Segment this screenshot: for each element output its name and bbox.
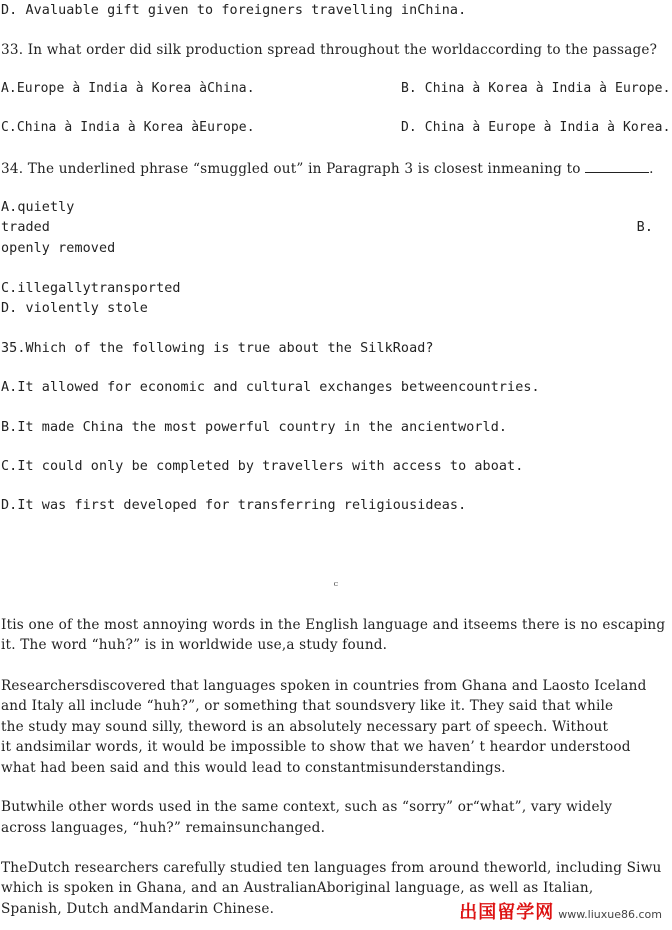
q34-option-b-text: openly removed (1, 241, 116, 256)
paragraph-2-line-3: the study may sound silly, theword is an absolutely necessary part of speech. Without (1, 719, 609, 735)
q34-option-c: C.illegallytransported (1, 281, 181, 296)
q34-stem-end: . (649, 161, 654, 177)
paragraph-1-line-2: it. The word “huh?” is in worldwide use,a study found. (1, 637, 388, 653)
q35-option-a: A.It allowed for economic and cultural exchanges betweencountries. (1, 380, 540, 395)
q35-option-d: D.It was first developed for transferring religiousideas. (1, 498, 467, 513)
paragraph-4-line-3: Spanish, Dutch andMandarin Chinese. (1, 901, 275, 917)
watermark-url: www.liuxue86.com (558, 908, 662, 921)
q34-option-d: D. violently stole (1, 301, 148, 316)
q33-options-row-1 (1, 79, 671, 99)
paragraph-2-line-4: it andsimilar words, it would be impossible to show that we haven’ t heardor understood (1, 739, 631, 755)
paragraph-2-line-2: and Italy all include “huh?”, or something that soundsvery like it. They said that while (1, 698, 614, 714)
q35-option-b: B.It made China the most powerful country in the ancientworld. (1, 420, 508, 435)
q33-option-a: A.Europe à India à Korea àChina. (1, 81, 255, 96)
paragraph-2-line-5: what had been said and this would lead to constantmisunderstandings. (1, 760, 506, 776)
answer-blank (585, 158, 649, 173)
q33-options-row-2 (1, 118, 671, 138)
q32-option-d: D. Avaluable gift given to foreigners travelling inChina. (1, 3, 467, 18)
site-watermark (459, 898, 662, 924)
q35-stem: 35.Which of the following is true about the SilkRoad? (1, 341, 434, 356)
q34-stem-line (1, 158, 671, 179)
q33-option-d: D. China à Europe à India à Korea. (401, 120, 671, 135)
q34-option-a-line1: A.quietly (1, 200, 75, 215)
paragraph-3-line-2: across languages, “huh?” remainsunchanged. (1, 820, 326, 836)
paragraph-4-line-1: TheDutch researchers carefully studied ten languages from around theworld, including Siwu (1, 860, 662, 876)
paragraph-1-line-1: Itis one of the most annoying words in the English language and itseems there is no escaping (1, 617, 666, 633)
q34-option-a-line2 (1, 218, 671, 238)
q33-option-c: C.China à India à Korea àEurope. (1, 120, 255, 135)
section-heading: C (333, 582, 339, 588)
q34-stem: 34. The underlined phrase “smuggled out” in Paragraph 3 is closest inmeaning to (1, 161, 581, 177)
paragraph-2-line-1: Researchersdiscovered that languages spoken in countries from Ghana and Laosto Iceland (1, 678, 647, 694)
watermark-logo-text: 出国留学网 (459, 902, 555, 923)
q33-stem: 33. In what order did silk production spread throughout the worldaccording to the passage? (1, 42, 658, 58)
q35-option-c: C.It could only be completed by travellers with access to aboat. (1, 459, 524, 474)
q33-option-b: B. China à Korea à India à Europe. (401, 81, 671, 96)
q34-option-b-label: B. (636, 220, 653, 235)
paragraph-3-line-1: Butwhile other words used in the same context, such as “sorry” or“what”, vary widely (1, 799, 613, 815)
paragraph-4-line-2: which is spoken in Ghana, and an AustralianAboriginal language, as well as Italian, (1, 880, 594, 896)
q34-option-a-line2-left: traded (1, 220, 50, 235)
